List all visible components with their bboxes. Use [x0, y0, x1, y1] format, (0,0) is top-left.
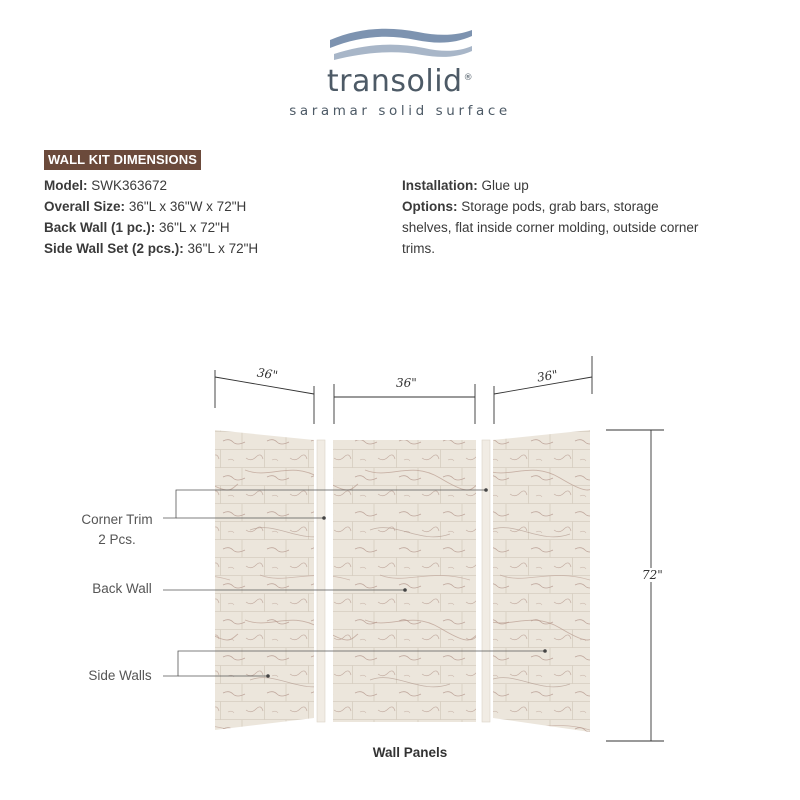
dim-label-right: 36"	[536, 367, 559, 385]
dim-label-center: 36"	[396, 376, 417, 390]
label-corner-trim-line1: Corner Trim	[81, 512, 153, 527]
spec-model-value: SWK363672	[91, 178, 168, 193]
left-side-wall-panel	[215, 430, 314, 730]
diagram-caption: Wall Panels	[372, 745, 448, 760]
spec-back-label: Back Wall (1 pc.):	[44, 220, 156, 235]
right-side-wall-panel	[493, 430, 590, 732]
back-wall-panel	[333, 440, 476, 722]
label-corner-trim	[74, 510, 160, 550]
dimension-center-width	[334, 384, 475, 424]
brand-tagline: saramar solid surface	[289, 103, 511, 119]
spec-back-value: 36"L x 72"H	[159, 220, 230, 235]
corner-trim-left	[317, 440, 325, 722]
dim-label-height: 72"	[642, 568, 663, 582]
callout-dot-trim-left	[322, 516, 326, 520]
callout-dot-side-left	[266, 674, 270, 678]
callout-dot-back-wall	[403, 588, 407, 592]
spec-installation-label: Installation:	[402, 178, 478, 193]
callout-dot-trim-right	[484, 488, 488, 492]
label-side-walls: Side Walls	[88, 668, 152, 683]
spec-installation-value: Glue up	[481, 178, 529, 193]
spec-model-label: Model:	[44, 178, 88, 193]
dimension-height	[606, 430, 664, 741]
label-back-wall: Back Wall	[92, 581, 152, 596]
label-corner-trim-line2: 2 Pcs.	[98, 532, 136, 547]
corner-trim-right	[482, 440, 490, 722]
section-title: WALL KIT DIMENSIONS	[44, 150, 201, 170]
spec-side-label: Side Wall Set (2 pcs.):	[44, 241, 184, 256]
spec-overall-value: 36"L x 36"W x 72"H	[128, 199, 247, 214]
spec-options-value: Storage pods, grab bars, storage shelves, flat inside corner molding, outside corner trims.	[402, 199, 699, 256]
registered-mark: ®	[463, 73, 474, 83]
dimension-right-width	[494, 356, 592, 424]
spec-side-value: 36"L x 72"H	[187, 241, 259, 256]
dim-label-left: 36"	[256, 365, 279, 383]
spec-options-label: Options:	[402, 199, 458, 214]
brand-name: transolid®	[326, 64, 474, 99]
callout-dot-side-right	[543, 649, 547, 653]
spec-overall-label: Overall Size:	[44, 199, 126, 214]
